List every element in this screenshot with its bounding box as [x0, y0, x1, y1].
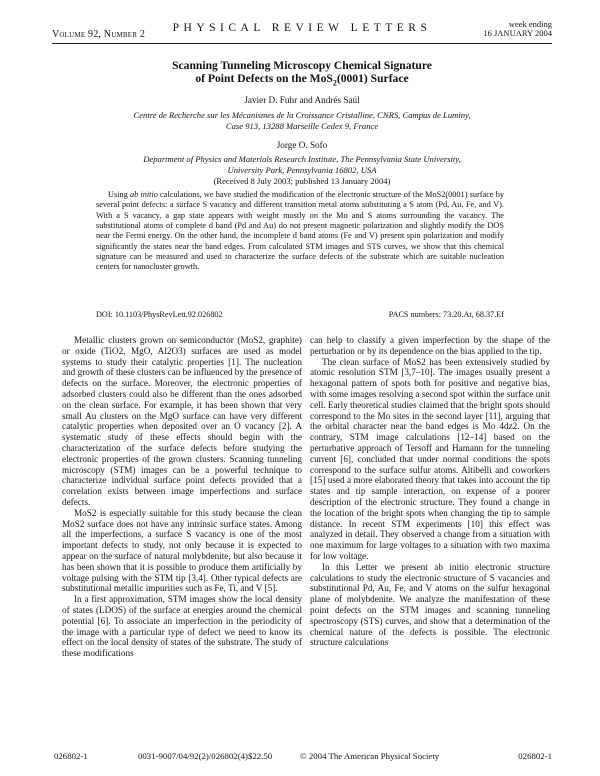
title-line-1: Scanning Tunneling Microscopy Chemical Signature [172, 59, 432, 72]
footer-page-id-left: 026802-1 [54, 751, 88, 761]
authors-group-1: Javier D. Fuhr and Andrés Saúl [244, 95, 360, 105]
right-paragraph-3: In this Letter we present ab initio electronic structure calculations to study the electronic structure of S vacancies and substitutional Pd, Au, Fe, and V atoms on the sulfur hexagonal plane of molybdenite. We analyze the manifestation of these point defects on the STM images and scanning tunneling spectroscopy (STS) curves, and show that a determination of the chemical nature of the defects is possible. The electronic structure calculations [310, 561, 550, 648]
received-dates: (Received 8 July 2003; published 13 January 2004) [213, 176, 391, 186]
affiliation-2-line-2: University Park, Pennsylvania 16802, USA [227, 164, 377, 175]
footer-code: 0031-9007/04/92(2)/026802(4)$22.50 [138, 751, 273, 761]
right-column [310, 335, 550, 648]
footer-copyright: © 2004 The American Physical Society [300, 751, 440, 761]
title-line-2-pre: of Point Defects on the MoS [195, 72, 333, 85]
right-paragraph-1: can help to classify a given imperfection by the shape of the perturbation or by its dependence on the bias applied to the tip. [310, 335, 550, 356]
title-line-2-post: (0001) Surface [336, 72, 409, 85]
abstract [96, 190, 504, 273]
abstract-italic: ab initio [129, 190, 158, 199]
abstract-text [96, 190, 504, 273]
affiliation-1-line-1: Centre de Recherche sur les Mécanismes de la Croissance Cristalline, CNRS, Campus de Luminy, [133, 110, 471, 120]
week-label: week ending [508, 19, 552, 29]
title-subscript: 2 [332, 78, 337, 88]
journal-name: PHYSICAL REVIEW LETTERS [172, 22, 432, 34]
paper-title [52, 59, 552, 89]
date: 16 JANUARY 2004 [483, 28, 552, 38]
affiliation-1 [90, 110, 514, 131]
affiliation-2-line-1: Department of Physics and Materials Research Institute, The Pennsylvania State University, [143, 154, 461, 164]
affiliation-2 [90, 154, 514, 175]
left-paragraph-1: Metallic clusters grown on semiconductor (MoS2, graphite) or oxide (TiO2, MgO, Al2O3) surfaces are used as model systems to study their catalytic properties [1]. The nucleation and growth of these clusters can be influenced by the presence of defects on the surface. Moreover, the electronic properties of adsorbed clusters could also be different than the ones adsorbed on the clean surface. For example, it has been shown that very small Au clusters on the MgO surface can have very different catalytic properties when deposited over an O vacancy [2]. A systematic study of these effects should begin with the characterization of the surface defects before studying the electronic properties of the grown clusters. Scanning tunneling microscopy (STM) images can be a powerful technique to characterize individual surface point defects provided that a correlation exists between image imperfections and surface defects. [62, 335, 302, 507]
doi[interactable]: DOI: 10.1103/PhysRevLett.92.026802 [96, 310, 223, 319]
abstract-lead: Using [108, 190, 130, 199]
footer-page-id-right: 026802-1 [518, 751, 552, 761]
left-column [62, 335, 302, 659]
left-paragraph-2: MoS2 is especially suitable for this study because the clean MoS2 surface does not have any intrinsic surface states. Among all the imperfections, a surface S vacancy is one of the most important defects to study, not only because it is expected to appear on the surface of natural molybdenite, but also because it has been shown that it is possible to produce them artificially by voltage pulsing with the STM tip [3,4]. Other typical defects are substitutional metallic impurities such as Fe, Ti, and V [5]. [62, 507, 302, 594]
affiliation-1-line-2: Case 913, 13288 Marseille Cedex 9, France [225, 120, 379, 131]
header-rule [52, 43, 552, 44]
title-line-2 [52, 72, 552, 89]
left-paragraph-3: In a first approximation, STM images show the local density of states (LDOS) of the surface at energies around the chemical potential [6]. To associate an imperfection in the periodicity of the image with a particular type of defect we need to know its effect on the local density of states of the substrate. The study of these modifications [62, 594, 302, 659]
issue-date [483, 20, 552, 38]
abstract-body: calculations, we have studied the modification of the electronic structure of the MoS2(0001) surface by several point defects: a surface S vacancy and different transition metal atoms substituting a S atom (Pd, Au, Fe, and V). With a S vacancy, a gap state appears with weight mostly on the Mo and S atoms surrounding the vacancy. The substitutional atoms of complete d band (Pd and Au) do not present magnetic polarization and slightly modify the DOS near the Fermi energy. On the other hand, the incomplete d band atoms (Fe and V) present spin polarization and modify significantly the states near the band edges. From calculated STM images and STS curves, we show that this chemical signature can be measured and used to characterize the surface defects of the substrate which are suitable nucleation centers for nanocluster growth. [96, 190, 504, 272]
pacs-numbers: PACS numbers: 73.20.At, 68.37.Ef [388, 310, 504, 319]
volume-number: Volume 92, Number 2 [52, 29, 146, 40]
authors-group-2: Jorge O. Sofo [276, 140, 328, 150]
right-paragraph-2: The clean surface of MoS2 has been extensively studied by atomic resolution STM [3,7–10]. The images usually present a hexagonal pattern of spots both for positive and negative bias, with some images resolving a second spot within the surface unit cell. Early theoretical studies claimed that the bright spots should correspond to the Mo sites in the second layer [11], arguing that the orbital character near the band edges is Mo 4dz2. On the contrary, STM image calculations [12–14] based on the perturbative approach of Tersoff and Hamann for the tunneling current [6], concluded that under normal conditions the spots correspond to the surface sulfur atoms. Altibelli and coworkers [15] used a more elaborated theory that takes into account the tip states and tip sample interaction, on expense of a poorer description of the electronic structure. They found a change in the location of the bright spots when changing the tip to sample distance. In recent STM experiments [10] this effect was analyzed in detail. They observed a change from a situation with one maximum for large voltages to a situation with two maxima for low voltage. [310, 356, 550, 561]
